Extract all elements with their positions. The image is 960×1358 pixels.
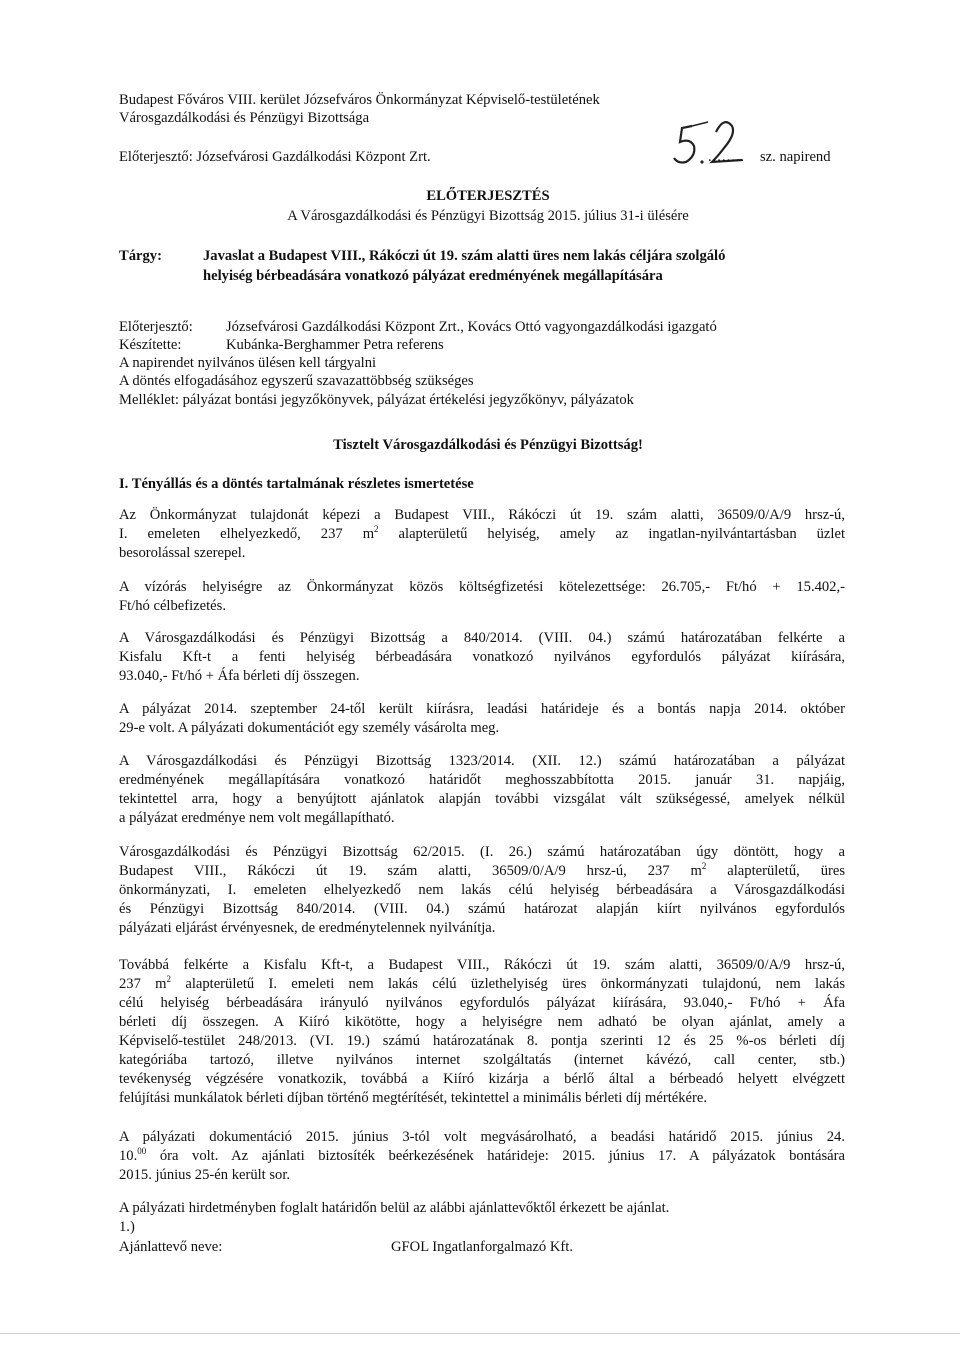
paragraph-line: 93.040,- Ft/hó + Áfa bérleti díj összegen. bbox=[119, 668, 360, 684]
text-fragment: 237 m bbox=[119, 976, 167, 992]
bidder-label: Ajánlattevő neve: bbox=[119, 1239, 223, 1255]
superscript: 2 bbox=[701, 861, 707, 872]
text-fragment: alapterületű I. emeleti nem lakás célú üzlethelyiség üres önkormányzati tulajdonú, nem lakás bbox=[171, 976, 846, 992]
paragraph-line: A pályázati dokumentáció 2015. június 3-tól volt megvásárolható, a beadási határidő 2015. június 24. bbox=[119, 1129, 845, 1145]
paragraph-line: besorolással szerepel. bbox=[119, 545, 246, 561]
text-fragment: alapterületű helyiség, amely az ingatlan-nyilvántartásban üzlet bbox=[378, 526, 845, 542]
paragraph-line: A Városgazdálkodási és Pénzügyi Bizottság 1323/2014. (XII. 12.) számú határozatában a pályázat bbox=[119, 753, 845, 769]
paragraph-7 bbox=[119, 956, 845, 1108]
paragraph-line: a pályázat eredménye nem volt megállapítható. bbox=[119, 810, 395, 826]
presenter-label: Előterjesztő: bbox=[119, 319, 193, 335]
paragraph-line: 29-e volt. A pályázati dokumentációt egy személy vásárolta meg. bbox=[119, 720, 500, 736]
paragraph-line: Továbbá felkérte a Kisfalu Kft-t, a Budapest VIII., Rákóczi út 19. szám alatti, 36509/0/A/9 hrsz-ú, bbox=[119, 957, 845, 973]
bidder-value: GFOL Ingatlanforgalmazó Kft. bbox=[391, 1239, 573, 1255]
paragraph-line: bérleti díj összegen. A Kiíró kikötötte, hogy a helyiségre nem adható be olyan ajánlat, amely a bbox=[119, 1014, 845, 1030]
superscript: 2 bbox=[374, 524, 379, 535]
paragraph-4 bbox=[119, 700, 845, 738]
public-session-note: A napirendet nyilvános ülésen kell tárgyalni bbox=[119, 355, 377, 371]
paragraph-3 bbox=[119, 629, 845, 686]
subject-line-1: Javaslat a Budapest VIII., Rákóczi út 19. szám alatti üres nem lakás céljára szolgáló bbox=[203, 248, 726, 264]
paragraph-line: A vízórás helyiségre az Önkormányzat közös költségfizetési kötelezettsége: 26.705,- Ft/hó + 15.402,- bbox=[119, 579, 845, 595]
superscript: 00 bbox=[137, 1146, 147, 1157]
scan-artifact-line bbox=[0, 1333, 960, 1334]
agenda-dots: ........ bbox=[708, 149, 746, 165]
text-fragment: alapterületű, üres bbox=[706, 863, 846, 879]
paragraph-line: pályázati eljárást érvényesnek, de eredménytelennek nyilvánítja. bbox=[119, 920, 496, 936]
header-line-2: Városgazdálkodási és Pénzügyi Bizottsága bbox=[119, 110, 370, 126]
paragraph-line bbox=[119, 975, 845, 994]
paragraph-line bbox=[119, 525, 845, 544]
subject-label: Tárgy: bbox=[119, 248, 162, 264]
paragraph-2 bbox=[119, 578, 845, 616]
header-presenter: Előterjesztő: Józsefvárosi Gazdálkodási Központ Zrt. bbox=[119, 149, 431, 165]
bids-received-note: A pályázati hirdetményben foglalt határidőn belül az alábbi ajánlattevőktől érkezett be ajánlat. bbox=[119, 1200, 670, 1216]
paragraph-line: Városgazdálkodási és Pénzügyi Bizottság 62/2015. (I. 26.) számú határozatában úgy döntött, hogy a bbox=[119, 844, 845, 860]
paragraph-line: és Pénzügyi Bizottság 840/2014. (VIII. 04.) számú határozat alapján kiírt nyilvános egyfordulós bbox=[119, 901, 845, 917]
paragraph-line: Kisfalu Kft-t a fenti helyiség bérbeadására vonatkozó nyilvános egyfordulós pályázat kiírására, bbox=[119, 649, 845, 665]
paragraph-line bbox=[119, 1147, 845, 1166]
paragraph-8 bbox=[119, 1128, 845, 1185]
paragraph-line: Képviselő-testület 248/2013. (VI. 19.) számú határozatának 8. pontja szerinti 12 és 25 %-os bérleti díj bbox=[119, 1033, 845, 1049]
paragraph-line: A Városgazdálkodási és Pénzügyi Bizottság a 840/2014. (VIII. 04.) számú határozatában felkérte a bbox=[119, 630, 845, 646]
paragraph-line: önkormányzati, I. emeleten elhelyezkedő nem lakás célú helyiség bérbeadására a Városgazdálkodási bbox=[119, 882, 845, 898]
paragraph-line: tevékenység végzésére vonatkozik, továbbá a Kiíró kizárja a bérlő által a bérbeadó helyett elvégzett bbox=[119, 1071, 845, 1087]
majority-note: A döntés elfogadásához egyszerű szavazattöbbség szükséges bbox=[119, 373, 474, 389]
text-fragment: I. emeleten elhelyezkedő, 237 m bbox=[119, 526, 375, 542]
prepared-label: Készítette: bbox=[119, 337, 182, 353]
subject-line-2: helyiség bérbeadására vonatkozó pályázat eredményének megállapítására bbox=[203, 268, 663, 284]
paragraph-line: célú helyiség bérbeadására irányuló nyilvános egyfordulós pályázat kiírására, 93.040,- Ft/hó + Áfa bbox=[119, 995, 845, 1011]
paragraph-line: tekintettel arra, hogy a benyújtott ajánlatok alapján további vizsgálat vált szükségessé, amelyek nélkül bbox=[119, 791, 845, 807]
paragraph-line: kategóriába tartozó, illetve nyilvános internet szolgáltatás (internet kávézó, call center, stb.) bbox=[119, 1052, 845, 1068]
text-fragment: óra volt. Az ajánlati biztosíték beérkezésének határideje: 2015. június 17. A pályázatok bontására bbox=[146, 1148, 845, 1164]
paragraph-6 bbox=[119, 843, 845, 938]
document-title: ELŐTERJESZTÉS bbox=[426, 188, 550, 204]
text-fragment: Budapest VIII., Rákóczi út 19. szám alatti, 36509/0/A/9 hrsz-ú, 237 m bbox=[119, 863, 702, 879]
salutation: Tisztelt Városgazdálkodási és Pénzügyi Bizottság! bbox=[333, 437, 643, 453]
paragraph-line bbox=[119, 862, 845, 881]
document-subtitle: A Városgazdálkodási és Pénzügyi Bizottság 2015. július 31-i ülésére bbox=[287, 208, 689, 224]
agenda-suffix: sz. napirend bbox=[760, 149, 831, 165]
paragraph-line: eredményének megállapítására vonatkozó határidőt meghosszabbította 2015. január 31. napjáig, bbox=[119, 772, 845, 788]
attachments-note: Melléklet: pályázat bontási jegyzőkönyvek, pályázat értékelési jegyzőkönyv, pályázatok bbox=[119, 392, 634, 408]
bid-number: 1.) bbox=[119, 1219, 135, 1235]
header-line-1: Budapest Főváros VIII. kerület Józsefváros Önkormányzat Képviselő-testületének bbox=[119, 92, 600, 108]
text-fragment: 10. bbox=[119, 1148, 138, 1164]
paragraph-5 bbox=[119, 752, 845, 828]
superscript: 2 bbox=[166, 974, 172, 985]
presenter-value: Józsefvárosi Gazdálkodási Központ Zrt., Kovács Ottó vagyongazdálkodási igazgató bbox=[226, 319, 717, 335]
paragraph-line: 2015. június 25-én került sor. bbox=[119, 1167, 291, 1183]
paragraph-line: Ft/hó célbefizetés. bbox=[119, 598, 226, 614]
paragraph-line: A pályázat 2014. szeptember 24-től került kiírásra, leadási határideje és a bontás napja 2014. október bbox=[119, 701, 845, 717]
paragraph-line: felújítási munkálatok bérleti díjban történő megtérítését, tekintettel a minimális bérleti díj mértékére. bbox=[119, 1090, 708, 1106]
paragraph-1 bbox=[119, 506, 845, 563]
paragraph-line: Az Önkormányzat tulajdonát képezi a Budapest VIII., Rákóczi út 19. szám alatti, 36509/0/A/9 hrsz-ú, bbox=[119, 507, 845, 523]
section-1-heading: I. Tényállás és a döntés tartalmának részletes ismertetése bbox=[119, 476, 474, 492]
prepared-value: Kubánka-Berghammer Petra referens bbox=[226, 337, 444, 353]
